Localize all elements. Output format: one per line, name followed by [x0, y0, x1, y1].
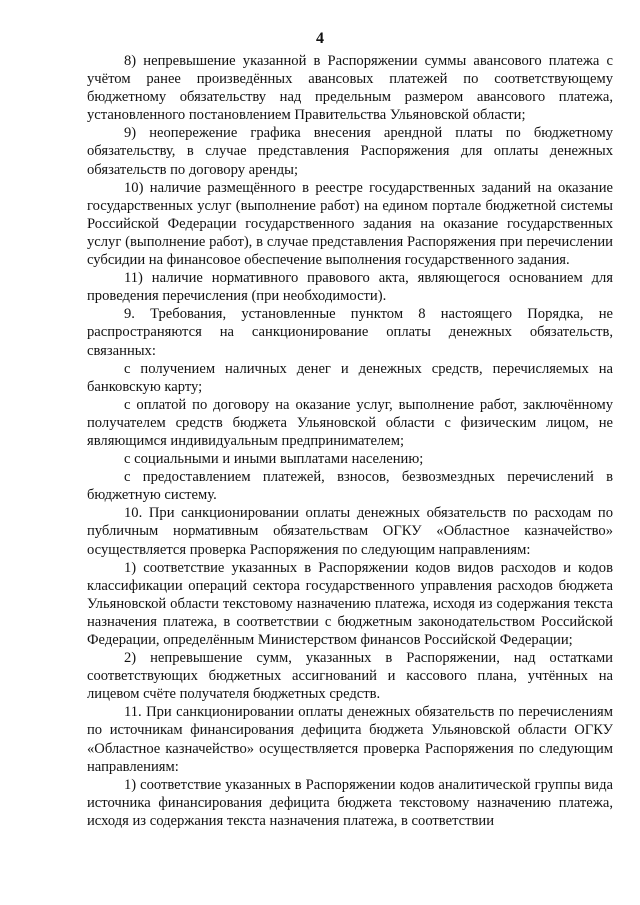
paragraph: с оплатой по договору на оказание услуг, выполнение работ, заключённому получателем средств бюджета Ульяновской области с физическим лицом, не являющимся индивидуальным предпринимателем;	[87, 396, 613, 449]
document-body	[87, 52, 613, 830]
paragraph: 9. Требования, установленные пунктом 8 настоящего Порядка, не распространяются на санкционирование оплаты денежных обязательств, связанных:	[87, 306, 613, 359]
paragraph: с социальными и иными выплатами населению;	[124, 451, 424, 468]
paragraph: 11) наличие нормативного правового акта, являющегося основанием для проведения перечисления (при необходимости).	[87, 270, 613, 305]
paragraph: 1) соответствие указанных в Распоряжении кодов видов расходов и кодов классификации операций сектора государственного управления расходов бюджета Ульяновской области текстовому назначению платежа, исходя из содержания текста назначения платежа, в соответствии с бюджетным законодательством Российской Федерации, определённым Министерством финансов Российской Федерации;	[87, 559, 613, 648]
paragraph: 9) неопережение графика внесения арендной платы по бюджетному обязательству, в случае представления Распоряжения для оплаты денежных обязательств по договору аренды;	[87, 125, 613, 178]
paragraph: 11. При санкционировании оплаты денежных обязательств по перечислениям по источникам финансирования дефицита бюджета Ульяновской области ОГКУ «Областное казначейство» осуществляется проверка Распоряжения по следующим направлениям:	[87, 704, 613, 775]
paragraph: 8) непревышение указанной в Распоряжении суммы авансового платежа с учётом ранее произведённых авансовых платежей по соответствующему бюджетному обязательству над предельным размером авансового платежа, установленного постановлением Правительства Ульяновской области;	[87, 53, 613, 124]
paragraph: с получением наличных денег и денежных средств, перечисляемых на банковскую карту;	[87, 360, 613, 395]
paragraph: 10. При санкционировании оплаты денежных обязательств по расходам по публичным нормативным обязательствам ОГКУ «Областное казначейство» осуществляется проверка Распоряжения по следующим направлениям:	[87, 505, 613, 558]
paragraph: с предоставлением платежей, взносов, безвозмездных перечислений в бюджетную систему.	[87, 469, 613, 504]
paragraph: 2) непревышение сумм, указанных в Распоряжении, над остатками соответствующих бюджетных ассигнований и кассового плана, учтённых на лицевом счёте получателя бюджетных средств.	[87, 650, 613, 703]
paragraph: 10) наличие размещённого в реестре государственных заданий на оказание государственных услуг (выполнение работ) на едином портале бюджетной системы Российской Федерации государственного задания на оказание государственных услуг (выполнение работ), в случае представления Распоряжения при перечислении субсидии на финансовое обеспечение выполнения государственного задания.	[87, 179, 613, 269]
page-number: 4	[316, 30, 324, 47]
paragraph: 1) соответствие указанных в Распоряжении кодов аналитической группы вида источника финансирования дефицита бюджета текстовому назначению платежа, исходя из содержания текста назначения платежа, в соответствии	[87, 776, 613, 829]
